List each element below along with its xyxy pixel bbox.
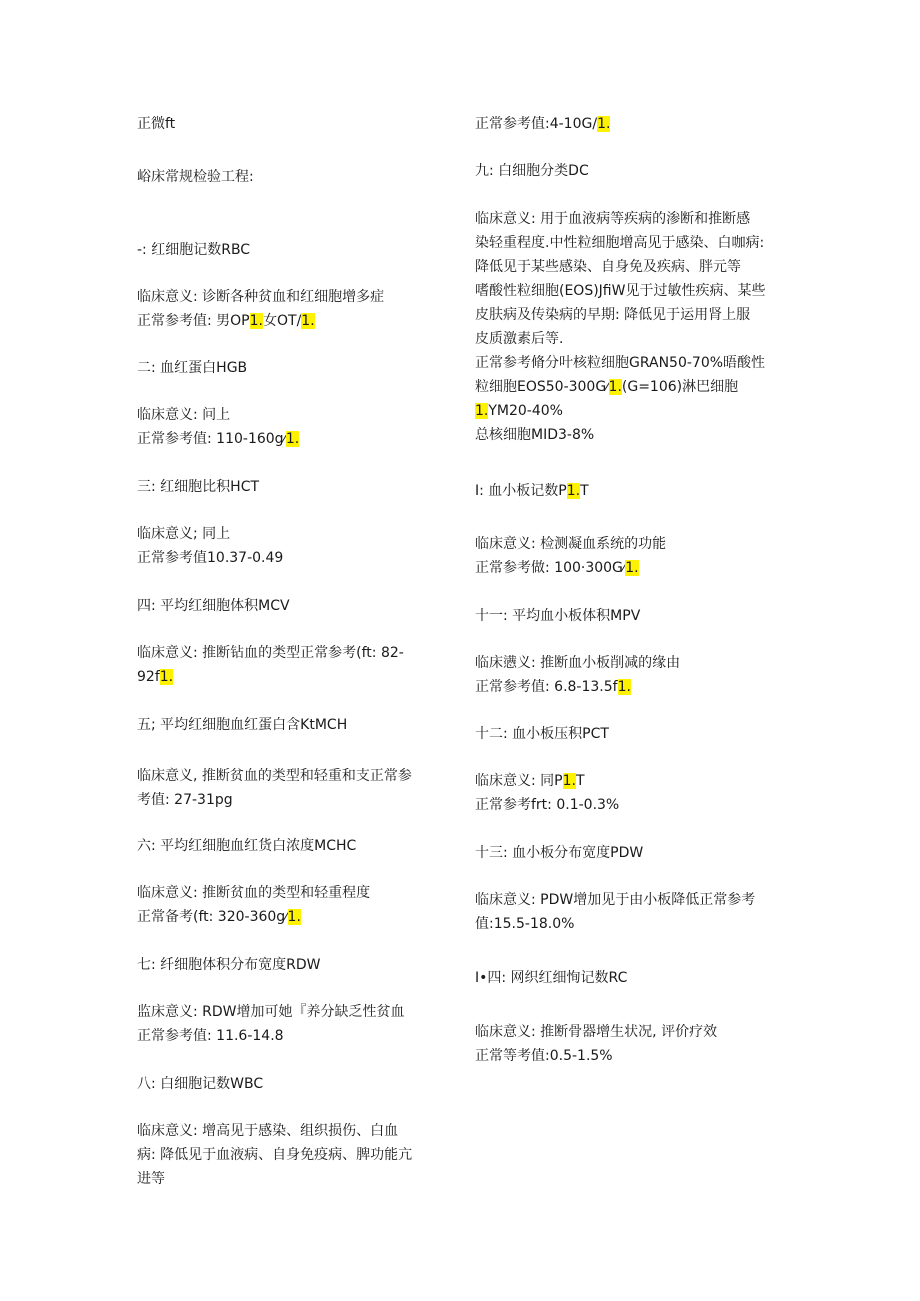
paragraph-line: 临床意义; 同上 (137, 526, 231, 542)
paragraph-line: 降低见于某些感染、自身免及疾病、胖元等 (475, 259, 741, 275)
section-heading: 十一: 平均血小板体积MPV (475, 608, 641, 624)
reference-value-line: 正常参考值:4-10G/1. (475, 116, 611, 132)
paragraph-line: 临床意义: 增高见于感染、组织损伤、白血 (137, 1123, 399, 1139)
section-heading: 二: 血红蛋白HGB (137, 360, 248, 376)
section-heading: I•四: 网织红细恂记数RC (475, 970, 628, 986)
reference-value-line: 考值: 27-31pg (137, 792, 233, 808)
section-heading: 九: 白细胞分类DC (475, 163, 589, 179)
paragraph-line: 临床意义: 推断钻血的类型正常参考(ft: 82- (137, 645, 404, 661)
reference-value-line: 92f1. (137, 669, 174, 685)
highlight-mark: 1. (625, 560, 639, 576)
reference-value-line: 正常参考frt: 0.1-0.3% (475, 797, 620, 813)
paragraph-line: 临床意义: 推断骨器增生状况, 评价疗效 (475, 1024, 718, 1040)
reference-value-line: 总核细胞MID3-8% (475, 427, 595, 443)
reference-value-line: 正常参考做: 100·300G⁄1. (475, 560, 639, 576)
highlight-mark: 1. (287, 909, 301, 925)
paragraph-line: 临床意义, 推断贫血的类型和轻重和支正常参 (137, 768, 412, 784)
paragraph-line: 皮肤病及传染病的早期: 降低见于运用肾上服 (475, 307, 751, 323)
highlight-mark: 1. (566, 483, 581, 499)
section-heading: 十二: 血小板压积PCT (475, 726, 609, 742)
reference-value-line: 值:15.5-18.0% (475, 916, 575, 932)
highlight-mark: 1. (608, 379, 622, 395)
paragraph-line: 进等 (137, 1171, 165, 1187)
paragraph-line: 临床意义: 用于血液病等疾病的渗断和推断感 (475, 211, 751, 227)
reference-value-line: 粒细胞EOS50-300G⁄1.(G=106)淋巴细胞 (475, 379, 739, 395)
section-heading: 十三: 血小板分布宽度PDW (475, 845, 644, 861)
paragraph-line: 临床意义: 问上 (137, 407, 231, 423)
highlight-mark: 1. (475, 403, 489, 419)
paragraph-line: 临床意义: 同P1.T (475, 773, 585, 789)
section-heading: 八: 白细胞记数WBC (137, 1076, 264, 1092)
paragraph-line: 正常参考脩分叶核粒细胞GRAN50-70%晤酸性 (475, 355, 766, 371)
reference-value-line: 正常参考值: 6.8-13.5f1. (475, 679, 631, 695)
paragraph-line: 染轻重程度.中性粒细胞增高见于感染、白咖病: (475, 235, 765, 251)
highlight-mark: 1. (285, 431, 300, 447)
highlight-mark: 1. (301, 313, 315, 329)
section-heading: -: 红细胞记数RBC (137, 242, 251, 258)
paragraph-line: 临床意义: PDW增加见于由小板降低正常参考 (475, 892, 756, 908)
reference-value-line: 正常参考值: 110-160g⁄1. (137, 431, 300, 447)
reference-value-line: 正常参考值: 男OP1.女OT/1. (137, 313, 315, 329)
reference-value-line: 正常等考值:0.5-1.5% (475, 1048, 613, 1064)
highlight-mark: 1. (249, 313, 263, 329)
highlight-mark: 1. (159, 669, 174, 685)
paragraph-line: 监床意义: RDW增加可她『养分缺乏性贫血 (137, 1004, 405, 1020)
paragraph-line: 临床懑义: 推断血小板削减的缘由 (475, 655, 681, 671)
reference-value-line: 正常参考值: 11.6-14.8 (137, 1028, 284, 1044)
section-heading: 三: 红细胞比积HCT (137, 479, 260, 495)
paragraph-line: 临床意义: 推断贫血的类型和轻重程度 (137, 885, 371, 901)
highlight-mark: 1. (597, 116, 611, 132)
paragraph-line: 临床意义: 诊断各种贫血和红细胞增多症 (137, 289, 385, 305)
reference-value-line: 正常备考(ft: 320-360g⁄1. (137, 909, 301, 925)
paragraph-line: 嗜酸性粒细胞(EOS)JfiW见于过敏性疾病、某些 (475, 283, 766, 299)
paragraph-line: 临床意义: 检测凝血系统的功能 (475, 536, 667, 552)
paragraph-line: 病: 降低见于血液病、自身免疫病、脾功能亢 (137, 1147, 413, 1163)
section-heading: 七: 纤细胞体积分布宽度RDW (137, 957, 321, 973)
highlight-mark: 1. (562, 773, 576, 789)
section-heading: 六: 平均红细胞血红货白浓度MCHC (137, 838, 357, 854)
section-heading: 五; 平均红细胞血红蛋白含KtMCH (137, 717, 348, 733)
reference-value-line: 1.YM20-40% (475, 403, 563, 419)
paragraph-line: 皮质激素后等. (475, 331, 564, 347)
section-heading: 四: 平均红细胞体积MCV (137, 598, 290, 614)
highlight-mark: 1. (617, 679, 631, 695)
reference-value-line: 正常参考值10.37-0.49 (137, 550, 284, 566)
section-heading: I: 血小板记数P1.T (475, 483, 589, 499)
document-title: 正微ft (137, 116, 176, 132)
intro-text: 峪床常规检验工程: (137, 169, 254, 185)
